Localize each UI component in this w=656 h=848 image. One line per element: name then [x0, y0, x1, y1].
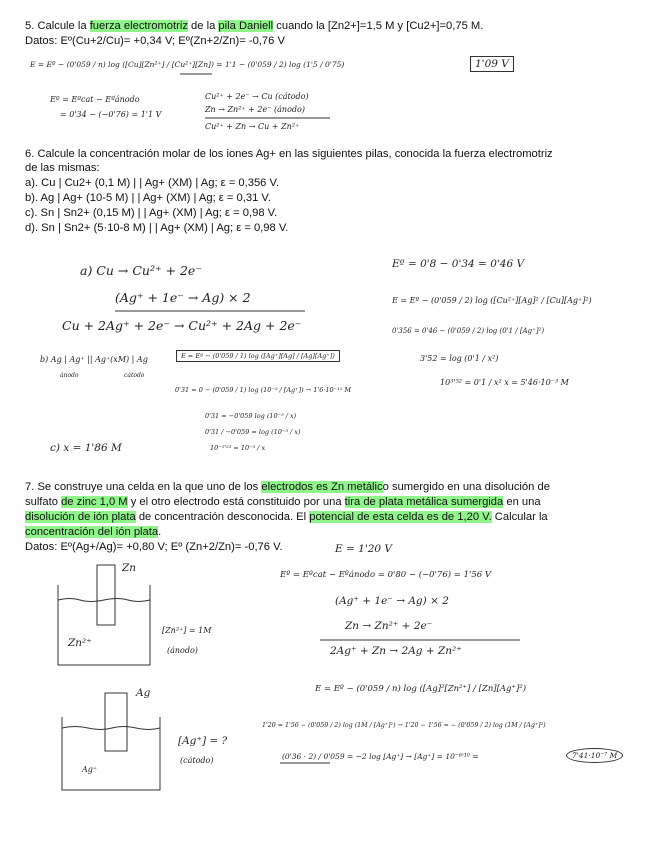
p6-item-d: d). Sn | Sn2+ (5·10-8 M) | | Ag+ (XM) | Ag; ε = 0,98 V. [25, 222, 289, 234]
p5-data: Datos: Eº(Cu+2/Cu)= +0,34 V; Eº(Zn+2/Zn)= -0,76 V [25, 35, 285, 47]
p6-b-line-3: 0'31 = −0'059 log (10⁻⁵ / x) [205, 412, 297, 420]
p6-item-c: c). Sn | Sn2+ (0,15 M) | | Ag+ (XM) | Ag; ε = 0,98 V. [25, 207, 278, 219]
p6-right-4: 3'52 = log (0'1 / x²) [420, 354, 499, 363]
ag-ion-label: Ag⁺ [82, 765, 98, 774]
p6-b-cell: b) Ag | Ag⁺ || Ag⁺(xM) | Ag [40, 355, 148, 364]
p5-statement: 5. Calcule la fuerza electromotriz de la pila Daniell cuando la [Zn2+]=1,5 M y [Cu2+]=0,75 M. [25, 20, 484, 32]
p6-right-3: 0'356 = 0'46 − (0'059 / 2) log (0'1 / [Ag⁺]²) [392, 327, 545, 335]
p6-b-line-4: 0'31 / −0'059 = log (10⁻⁵ / x) [205, 428, 301, 436]
ag-cathode-label: (cátodo) [180, 756, 214, 765]
zn-ion-label: Zn²⁺ [68, 637, 92, 649]
p6-b-line-2: 0'31 = 0 − (0'059 / 1) log (10⁻⁵ / [Ag⁺]) → 1'6·10⁻¹¹ M [175, 386, 352, 394]
highlight: electrodos es Zn metálic [261, 481, 383, 493]
p7-e: E = 1'20 V [335, 543, 392, 555]
p7-half-1: (Ag⁺ + 1e⁻ → Ag) × 2 [335, 595, 449, 607]
p6-b-line-5: 10⁻⁵'²⁵ = 10⁻⁵ / x [210, 444, 266, 452]
p6-b-cathode: cátodo [124, 372, 145, 379]
p7-statement-1: 7. Se construye una celda en la que uno de los electrodos es Zn metálico sumergido en una disolución de [25, 481, 550, 493]
p7-answer: 7'41·10⁻⁷ M [566, 748, 623, 763]
highlight: concentración del ión plata [25, 526, 159, 538]
p6-b-boxed-eq: E = Eº − (0'059 / 1) log ([Ag⁺][Ag] / [Ag][Ag⁺]) [176, 350, 340, 362]
p6-right-2: E = Eº − (0'059 / 2) log ([Cu²⁺][Ag]² / [Cu][Ag⁺]²) [392, 296, 592, 305]
p7-statement-4: concentración del ión plata. [25, 526, 162, 538]
zn-beaker [58, 565, 150, 665]
p7-nernst-3: (0'36 · 2) / 0'059 = −2 log [Ag⁺] → [Ag⁺] = 10⁻⁶'¹⁰ = [282, 752, 479, 761]
p5-reaction-1: Cu²⁺ + 2e⁻ → Cu (cátodo) [205, 92, 309, 101]
zn-concentration: [Zn²⁺] = 1M [162, 626, 212, 635]
ag-concentration: [Ag⁺] = ? [178, 735, 228, 747]
p5-e0: Eº = Eºcat − Eºánodo [50, 95, 140, 104]
p6-item-b: b). Ag | Ag+ (10-5 M) | | Ag+ (XM) | Ag; ε = 0,31 V. [25, 192, 271, 204]
p6-b-anode: ánodo [60, 372, 79, 379]
zn-anode-label: (ánodo) [167, 646, 198, 655]
p5-reaction-total: Cu²⁺ + Zn → Cu + Zn²⁺ [205, 122, 300, 131]
p6-a-line-3: Cu + 2Ag⁺ + 2e⁻ → Cu²⁺ + 2Ag + 2e⁻ [62, 318, 302, 333]
highlight: pila Daniell [218, 20, 274, 32]
p7-half-2: Zn → Zn²⁺ + 2e⁻ [345, 620, 433, 632]
p6-statement-2: de las mismas: [25, 162, 100, 174]
p5-reaction-2: Zn → Zn²⁺ + 2e⁻ (ánodo) [205, 105, 305, 114]
p6-right-1: Eº = 0'8 − 0'34 = 0'46 V [392, 258, 525, 270]
highlight: tira de plata metálica sumergida [344, 496, 504, 508]
highlight: fuerza electromotriz [89, 20, 188, 32]
p7-data: Datos: Eº(Ag+/Ag)= +0,80 V; Eº (Zn+2/Zn)= -0,76 V. [25, 541, 283, 553]
p6-a-line-2: (Ag⁺ + 1e⁻ → Ag) × 2 [115, 290, 251, 305]
p7-nernst: E = Eº − (0'059 / n) log ([Ag]²[Zn²⁺] / [Zn][Ag⁺]²) [315, 684, 527, 694]
highlight: potencial de esta celda es de 1,20 V. [309, 511, 492, 523]
p7-e0: Eº = Eºcat − Eºánodo = 0'80 − (−0'76) = 1'56 V [280, 570, 491, 580]
p6-right-5: 10³'⁵² = 0'1 / x² x = 5'46·10⁻³ M [440, 378, 569, 387]
highlight: de zinc 1,0 M [61, 496, 128, 508]
p5-result: 1'09 V [470, 56, 514, 72]
highlight: disolución de ión plata [25, 511, 136, 523]
p6-c-answer: c) x = 1'86 M [50, 442, 122, 454]
p5-nernst: E = Eº − (0'059 / n) log ([Cu][Zn²⁺] / [Cu²⁺][Zn]) = 1'1 − (0'059 / 2) log (1'5 / 0'75) [30, 60, 345, 69]
p7-nernst-2: 1'20 = 1'56 − (0'059 / 2) log (1M / [Ag⁺]²) → 1'20 − 1'56 = − (0'059 / 2) log (1M / [Ag⁺]²) [262, 722, 546, 729]
p6-item-a: a). Cu | Cu2+ (0,1 M) | | Ag+ (XM) | Ag; ε = 0,356 V. [25, 177, 280, 189]
ag-electrode-label: Ag [136, 687, 151, 699]
p6-statement-1: 6. Calcule la concentración molar de los iones Ag+ en las siguientes pilas, conocida la fuerza electromotriz [25, 148, 553, 160]
p7-statement-2: sulfato de zinc 1,0 M y el otro electrodo está constituido por una tira de plata metálica sumergida en una [25, 496, 541, 508]
p5-e0-value: = 0'34 − (−0'76) = 1'1 V [60, 110, 162, 119]
p6-a-line-1: a) Cu → Cu²⁺ + 2e⁻ [80, 263, 202, 278]
p7-statement-3: disolución de ión plata de concentración desconocida. El potencial de esta celda es de 1,20 V. Calcular la [25, 511, 548, 523]
ag-beaker [62, 693, 160, 790]
p7-total: 2Ag⁺ + Zn → 2Ag + Zn²⁺ [330, 645, 462, 657]
zn-electrode-label: Zn [122, 562, 137, 574]
